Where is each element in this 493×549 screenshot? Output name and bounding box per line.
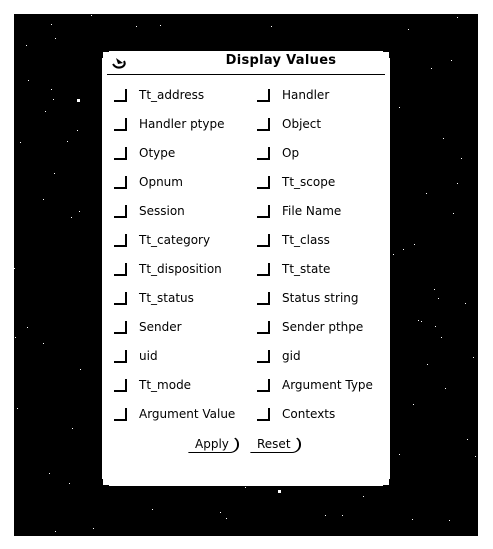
star: [418, 320, 419, 321]
title-divider: [107, 74, 385, 75]
star: [271, 26, 272, 27]
checkbox-label-tt-disposition[interactable]: Tt_disposition: [139, 262, 222, 276]
star: [28, 80, 29, 81]
star: [451, 60, 452, 61]
star: [136, 26, 137, 27]
star: [220, 512, 221, 513]
checkbox-label-opnum[interactable]: Opnum: [139, 175, 183, 189]
star: [449, 520, 450, 521]
checkbox-opnum[interactable]: [114, 176, 127, 189]
star: [427, 364, 428, 365]
checkbox-label-tt-mode[interactable]: Tt_mode: [139, 378, 192, 392]
star: [414, 244, 415, 245]
checkbox-argument-type[interactable]: [257, 379, 270, 392]
apply-button[interactable]: Apply: [188, 436, 239, 453]
checkbox-sender-pthpe[interactable]: [257, 321, 270, 334]
window-menu-icon[interactable]: [110, 55, 128, 71]
star: [26, 45, 27, 46]
star: [278, 490, 281, 493]
checkbox-contexts[interactable]: [257, 408, 270, 421]
checkbox-handler-ptype[interactable]: [114, 118, 127, 131]
star: [14, 268, 15, 269]
checkbox-label-status-string[interactable]: Status string: [282, 291, 359, 305]
star: [152, 509, 153, 510]
star: [77, 130, 78, 131]
star: [27, 327, 28, 328]
star: [160, 25, 161, 26]
star: [467, 439, 468, 440]
checkbox-tt-status[interactable]: [114, 292, 127, 305]
checkbox-tt-category[interactable]: [114, 234, 127, 247]
checkbox-label-tt-state[interactable]: Tt_state: [282, 262, 331, 276]
star: [475, 456, 476, 457]
checkbox-label-sender[interactable]: Sender: [139, 320, 182, 334]
star: [435, 326, 436, 327]
star: [413, 404, 414, 405]
star: [69, 483, 70, 484]
star: [443, 138, 444, 139]
checkbox-label-contexts[interactable]: Contexts: [282, 407, 336, 421]
checkbox-tt-mode[interactable]: [114, 379, 127, 392]
checkbox-label-session[interactable]: Session: [139, 204, 185, 218]
star: [426, 193, 427, 194]
star: [77, 99, 80, 102]
star: [453, 213, 454, 214]
star: [51, 24, 52, 25]
checkbox-tt-disposition[interactable]: [114, 263, 127, 276]
star: [54, 173, 55, 174]
checkbox-gid[interactable]: [257, 350, 270, 363]
star: [53, 99, 54, 100]
checkbox-label-handler-ptype[interactable]: Handler ptype: [139, 117, 225, 131]
checkbox-uid[interactable]: [114, 350, 127, 363]
star: [421, 321, 422, 322]
star: [55, 38, 56, 39]
star: [245, 487, 246, 488]
star: [20, 142, 21, 143]
checkbox-op[interactable]: [257, 147, 270, 160]
star: [80, 369, 81, 370]
star: [79, 211, 80, 212]
star: [325, 515, 326, 516]
star: [93, 528, 94, 529]
checkbox-label-tt-class[interactable]: Tt_class: [282, 233, 330, 247]
star: [49, 473, 50, 474]
checkbox-label-tt-status[interactable]: Tt_status: [139, 291, 194, 305]
checkbox-label-otype[interactable]: Otype: [139, 146, 176, 160]
checkbox-label-tt-address[interactable]: Tt_address: [139, 88, 205, 102]
checkbox-sender[interactable]: [114, 321, 127, 334]
desktop-background: [14, 14, 478, 536]
star: [43, 199, 44, 200]
checkbox-session[interactable]: [114, 205, 127, 218]
star: [226, 518, 227, 519]
star: [342, 515, 343, 516]
star: [431, 68, 432, 69]
star: [434, 289, 435, 290]
star: [473, 357, 474, 358]
star: [43, 343, 44, 344]
checkbox-label-tt-category[interactable]: Tt_category: [139, 233, 211, 247]
checkbox-otype[interactable]: [114, 147, 127, 160]
window-title: Display Values: [225, 53, 337, 68]
star: [17, 408, 18, 409]
star: [445, 388, 446, 389]
resize-corner-bottom-right[interactable]: [383, 479, 392, 488]
checkbox-tt-address[interactable]: [114, 89, 127, 102]
checkbox-label-gid[interactable]: gid: [282, 349, 301, 363]
checkbox-label-argument-type[interactable]: Argument Type: [282, 378, 373, 392]
star: [399, 107, 400, 108]
checkbox-object[interactable]: [257, 118, 270, 131]
star: [72, 428, 73, 429]
display-values-window: [102, 51, 390, 486]
star: [91, 15, 92, 16]
star: [461, 158, 462, 159]
star: [67, 141, 68, 142]
star: [363, 496, 364, 497]
checkbox-label-tt-scope[interactable]: Tt_scope: [282, 175, 336, 189]
star: [408, 29, 409, 30]
checkbox-label-op[interactable]: Op: [282, 146, 300, 160]
star: [51, 89, 52, 90]
checkbox-tt-state[interactable]: [257, 263, 270, 276]
star: [399, 454, 400, 455]
resize-corner-top-left[interactable]: [100, 49, 109, 58]
star: [465, 303, 466, 304]
star: [403, 249, 404, 250]
star: [412, 519, 413, 520]
star: [71, 217, 72, 218]
star: [457, 17, 458, 18]
checkbox-tt-scope[interactable]: [257, 176, 270, 189]
checkbox-label-argument-value[interactable]: Argument Value: [139, 407, 236, 421]
star: [55, 531, 56, 532]
resize-corner-bottom-left[interactable]: [100, 479, 109, 488]
checkbox-argument-value[interactable]: [114, 408, 127, 421]
checkbox-label-uid[interactable]: uid: [139, 349, 158, 363]
star: [45, 111, 46, 112]
checkbox-file-name[interactable]: [257, 205, 270, 218]
star: [441, 337, 442, 338]
checkbox-tt-class[interactable]: [257, 234, 270, 247]
checkbox-label-file-name[interactable]: File Name: [282, 204, 342, 218]
reset-button[interactable]: Reset: [250, 436, 301, 453]
star: [457, 183, 458, 184]
checkbox-handler[interactable]: [257, 89, 270, 102]
checkbox-label-sender-pthpe[interactable]: Sender pthpe: [282, 320, 364, 334]
checkbox-label-object[interactable]: Object: [282, 117, 322, 131]
star: [438, 298, 439, 299]
checkbox-status-string[interactable]: [257, 292, 270, 305]
star: [15, 337, 16, 338]
checkbox-label-handler[interactable]: Handler: [282, 88, 330, 102]
star: [393, 254, 394, 255]
